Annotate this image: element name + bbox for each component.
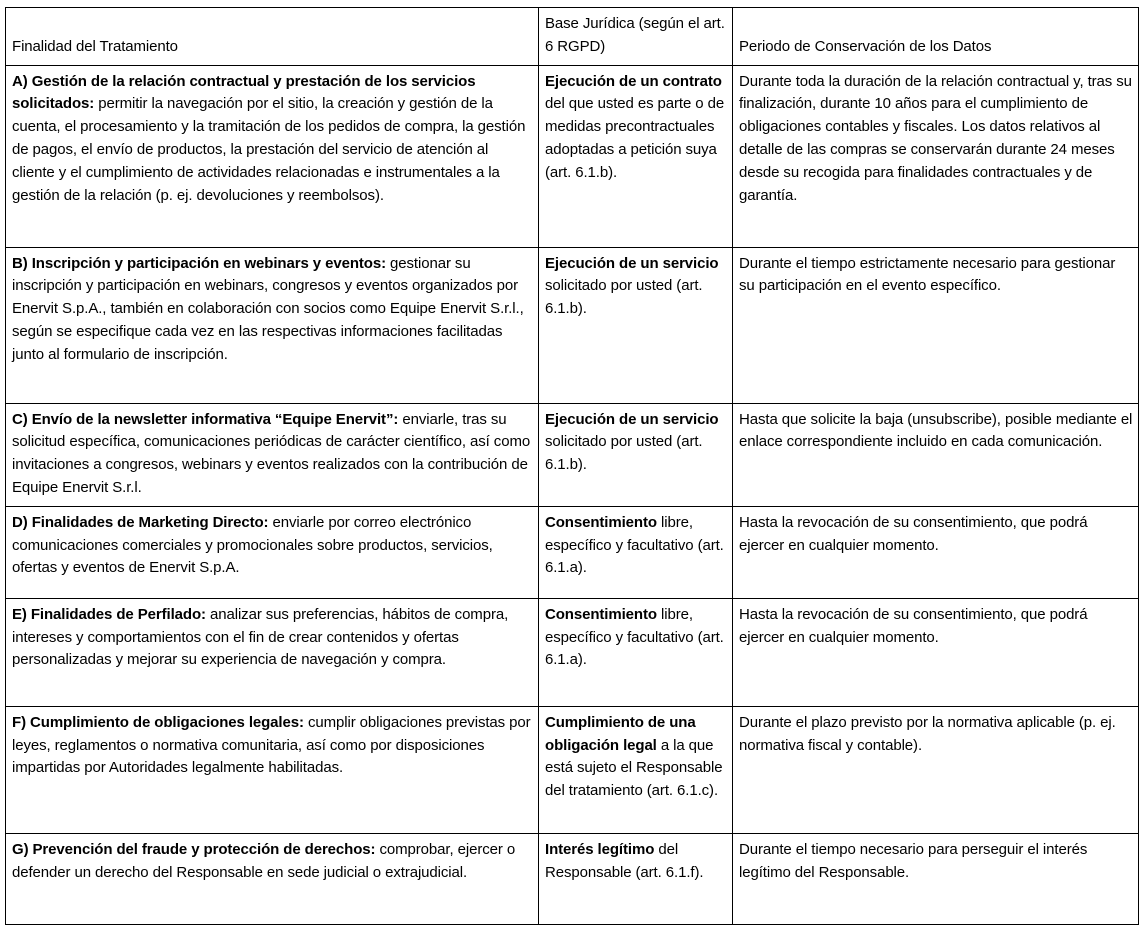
cell-legal-basis: [539, 247, 733, 403]
legal-basis-description: solicitado por usted (art. 6.1.b).: [545, 277, 703, 318]
legal-basis-title: Cumplimiento de una obligación legal: [545, 713, 696, 754]
legal-basis-title: Ejecución de un servicio: [545, 254, 719, 272]
retention-period-text: Hasta que solicite la baja (unsubscribe), posible mediante el enlace correspondiente incluido en cada comunicación.: [739, 410, 1133, 451]
table-row: [6, 706, 1139, 833]
retention-period-text: Durante toda la duración de la relación contractual y, tras su finalización, durante 10 años para el cumplimiento de obligaciones contables y fiscales. Los datos relativos al detalle de las compras se conservarán durante 24 meses desde su recogida para finalidades contractuales y de garantía.: [739, 72, 1132, 204]
purpose-title: F) Cumplimiento de obligaciones legales:: [12, 713, 304, 731]
cell-purpose: [6, 598, 539, 706]
purpose-description: cumplir obligaciones previstas por leyes, reglamentos o normativa comunitaria, así como por disposiciones impartidas por Autoridades legalmente habilitadas.: [12, 713, 531, 777]
cell-retention-period: [733, 247, 1139, 403]
cell-legal-basis: [539, 706, 733, 833]
cell-retention-period: [733, 598, 1139, 706]
table-row: [6, 247, 1139, 403]
table-header: [6, 8, 1139, 66]
retention-period-text: Hasta la revocación de su consentimiento, que podrá ejercer en cualquier momento.: [739, 513, 1088, 554]
purpose-description: enviarle por correo electrónico comunicaciones comerciales y promocionales sobre productos, servicios, ofertas y eventos de Enervit S.p.A.: [12, 513, 493, 577]
table-header-row: [6, 8, 1139, 66]
data-processing-purposes-table: [5, 7, 1139, 925]
cell-purpose: [6, 706, 539, 833]
cell-purpose: [6, 833, 539, 924]
table-row: [6, 65, 1139, 247]
legal-basis-description: solicitado por usted (art. 6.1.b).: [545, 433, 703, 474]
legal-basis-description: a la que está sujeto el Responsable del tratamiento (art. 6.1.c).: [545, 736, 723, 800]
column-header-legal-basis: Base Jurídica (según el art. 6 RGPD): [539, 8, 733, 66]
purpose-title: E) Finalidades de Perfilado:: [12, 605, 206, 623]
table-row: [6, 598, 1139, 706]
legal-basis-description: del Responsable (art. 6.1.f).: [545, 840, 704, 881]
cell-purpose: [6, 247, 539, 403]
cell-legal-basis: [539, 833, 733, 924]
purpose-title: D) Finalidades de Marketing Directo:: [12, 513, 269, 531]
purpose-description: comprobar, ejercer o defender un derecho del Responsable en sede judicial o extrajudicial.: [12, 840, 516, 881]
retention-period-text: Durante el tiempo estrictamente necesario para gestionar su participación en el evento específico.: [739, 254, 1116, 295]
cell-retention-period: [733, 833, 1139, 924]
legal-basis-description: libre, específico y facultativo (art. 6.1.a).: [545, 513, 724, 577]
legal-basis-title: Interés legítimo: [545, 840, 655, 858]
legal-basis-title: Ejecución de un contrato: [545, 72, 722, 90]
legal-basis-title: Ejecución de un servicio: [545, 410, 719, 428]
table-body: [6, 65, 1139, 924]
table-row: [6, 833, 1139, 924]
cell-retention-period: [733, 706, 1139, 833]
table-row: [6, 506, 1139, 598]
document-page: [0, 7, 1142, 892]
cell-legal-basis: [539, 65, 733, 247]
purpose-title: G) Prevención del fraude y protección de derechos:: [12, 840, 376, 858]
retention-period-text: Hasta la revocación de su consentimiento, que podrá ejercer en cualquier momento.: [739, 605, 1088, 646]
purpose-title: C) Envío de la newsletter informativa “Equipe Enervit”:: [12, 410, 399, 428]
purpose-title: A) Gestión de la relación contractual y prestación de los servicios solicitados:: [12, 72, 476, 113]
cell-retention-period: [733, 65, 1139, 247]
legal-basis-title: Consentimiento: [545, 513, 657, 531]
cell-retention-period: [733, 506, 1139, 598]
legal-basis-title: Consentimiento: [545, 605, 657, 623]
retention-period-text: Durante el tiempo necesario para perseguir el interés legítimo del Responsable.: [739, 840, 1088, 881]
cell-retention-period: [733, 403, 1139, 506]
cell-legal-basis: [539, 506, 733, 598]
cell-legal-basis: [539, 598, 733, 706]
table-row: [6, 403, 1139, 506]
cell-purpose: [6, 506, 539, 598]
cell-purpose: [6, 403, 539, 506]
purpose-description: permitir la navegación por el sitio, la creación y gestión de la cuenta, el procesamiento y la tramitación de los pedidos de compra, la gestión de pagos, el envío de productos, la prestación del servicio de atención al cliente y el cumplimiento de actividades relacionadas e instrumentales a la gestión de la relación (p. ej. devoluciones y reembolsos).: [12, 95, 526, 204]
column-header-purpose: Finalidad del Tratamiento: [6, 8, 539, 66]
purpose-description: analizar sus preferencias, hábitos de compra, intereses y comportamientos con el fin de crear contenidos y ofertas personalizadas y mejorar su experiencia de navegación y compra.: [12, 605, 509, 669]
purpose-description: gestionar su inscripción y participación en webinars, congresos y eventos organizados por Enervit S.p.A., también en colaboración con socios como Equipe Enervit S.r.l., según se especifique cada vez en las respectivas informaciones facilitadas junto al formulario de inscripción.: [12, 254, 524, 363]
purpose-description: enviarle, tras su solicitud específica, comunicaciones periódicas de carácter científico, así como invitaciones a congresos, webinars y eventos realizados con la contribución de Equipe Enervit S.r.l.: [12, 410, 531, 496]
cell-purpose: [6, 65, 539, 247]
purpose-title: B) Inscripción y participación en webinars y eventos:: [12, 254, 386, 272]
legal-basis-description: libre, específico y facultativo (art. 6.1.a).: [545, 605, 724, 669]
column-header-retention-period: Periodo de Conservación de los Datos: [733, 8, 1139, 66]
legal-basis-description: del que usted es parte o de medidas precontractuales adoptadas a petición suya (art. 6.1.b).: [545, 95, 725, 181]
retention-period-text: Durante el plazo previsto por la normativa aplicable (p. ej. normativa fiscal y contable).: [739, 713, 1116, 754]
cell-legal-basis: [539, 403, 733, 506]
